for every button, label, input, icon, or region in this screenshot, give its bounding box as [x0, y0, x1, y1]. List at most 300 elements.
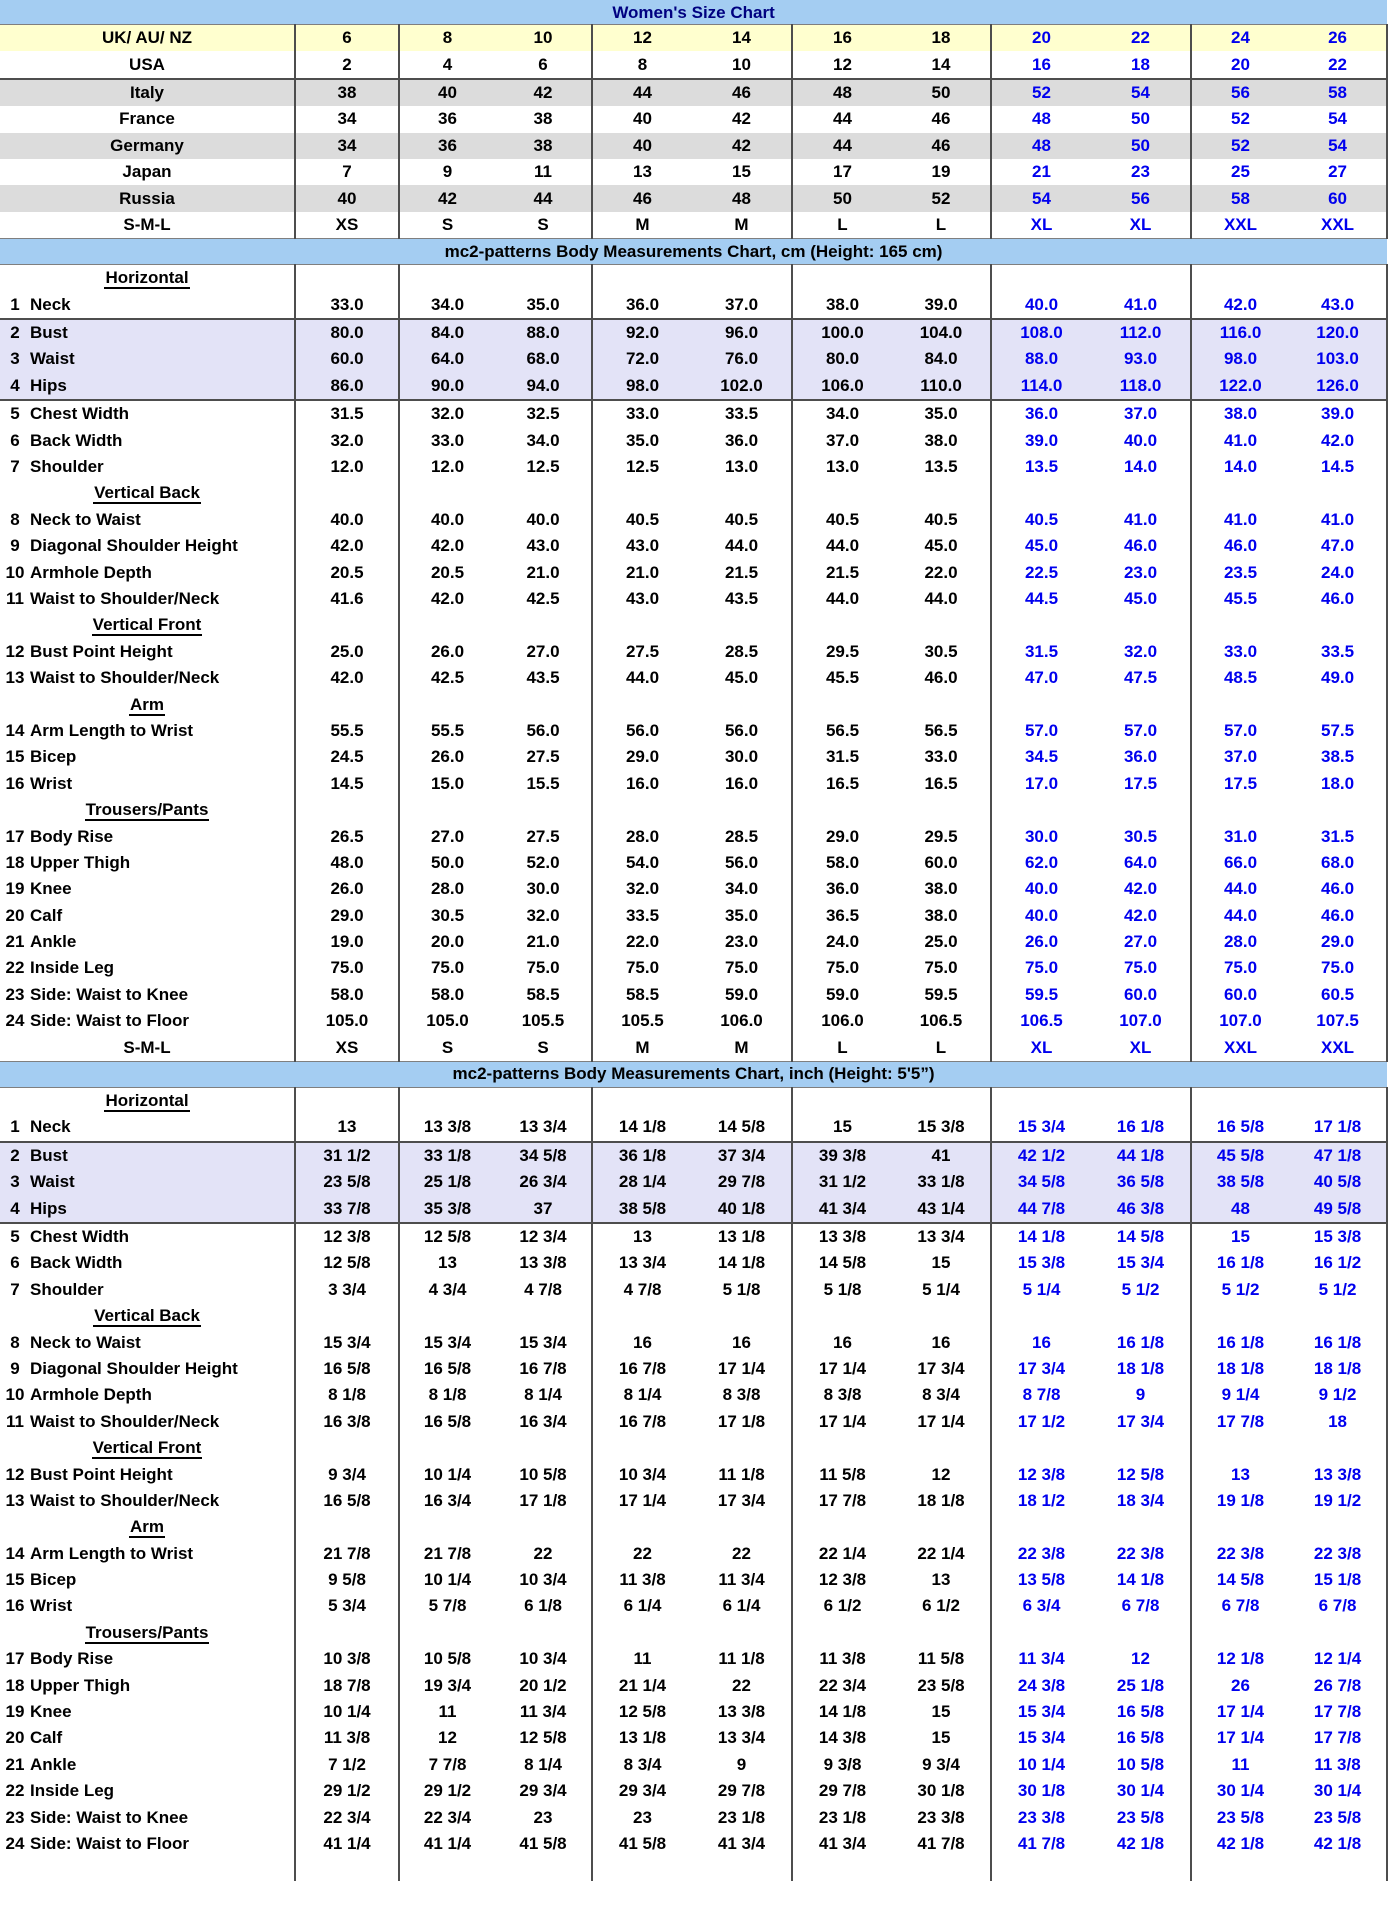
cell-value: 15.0 [399, 771, 495, 797]
cell-value: 75.0 [924, 958, 958, 978]
cell-value: 75.0 [724, 958, 759, 978]
row-name: Waist to Shoulder/Neck [30, 1490, 220, 1510]
cell-value: 8 [592, 51, 692, 78]
cell-value: M [592, 212, 692, 239]
row-label [0, 1195, 295, 1222]
cell-value: 60.5 [1289, 982, 1387, 1008]
cell-value: 21 7/8 [295, 1540, 399, 1566]
cell-value: 8 3/8 [792, 1382, 892, 1408]
cell-value: 41.0 [1289, 507, 1387, 533]
cell-value: 22 [1289, 51, 1387, 78]
cell-value: 34.0 [724, 879, 759, 899]
cell-value: 110.0 [892, 373, 991, 400]
cell-value: 6 1/8 [524, 1596, 562, 1616]
cell-value: 10 1/4 [399, 1461, 495, 1487]
cell-value: 56.0 [724, 852, 759, 872]
cell-value [295, 1435, 399, 1461]
row-name: Waist [30, 349, 75, 369]
cell-value: 31 1/2 [295, 1142, 399, 1169]
cell-value: 26.0 [295, 876, 399, 902]
cell-value: 10 5/8 [399, 1646, 495, 1672]
row-label [0, 1008, 295, 1034]
cell-value: 47.5 [1123, 668, 1158, 688]
cell-value: 48.5 [1191, 665, 1289, 691]
table-row [0, 744, 1387, 770]
cell-value [1191, 265, 1289, 292]
table-row [0, 982, 1387, 1008]
cell-value: 40.0 [295, 507, 399, 533]
cell-value: 27.0 [526, 641, 560, 661]
table-row [0, 1195, 1387, 1222]
cell-value: 18 1/8 [1289, 1356, 1387, 1382]
cell-value: 49.0 [1289, 665, 1387, 691]
page-title-row [0, 0, 1387, 25]
cell-value: 29 1/2 [399, 1778, 495, 1804]
cell-value: 36.5 [792, 903, 892, 929]
cell-value [991, 1435, 1091, 1461]
cell-value: 38 [295, 79, 399, 106]
row-label [0, 1223, 295, 1250]
cell-value: 39.0 [924, 294, 958, 314]
cell-value: 29.5 [792, 639, 892, 665]
cell-value: 38 [533, 109, 553, 129]
cell-value [692, 797, 792, 823]
cell-value: 17 1/4 [717, 1358, 766, 1378]
cell-value [399, 691, 495, 717]
row-name: Waist to Shoulder/Neck [30, 589, 220, 608]
cell-value: 44.0 [592, 665, 692, 691]
row-label [0, 427, 295, 453]
row-number: 20 [5, 1728, 25, 1748]
cell-value: S [537, 214, 549, 234]
table-row [0, 559, 1387, 585]
cell-value: 45.0 [991, 533, 1091, 559]
row-number: 22 [5, 1781, 25, 1801]
row-number: 24 [5, 1011, 25, 1031]
cell-value: 54 [1289, 106, 1387, 132]
cell-value: 5 1/2 [1121, 1279, 1160, 1299]
cell-value: 28.0 [592, 823, 692, 849]
cell-value: 16 7/8 [519, 1358, 567, 1378]
cell-value: 16 [592, 1329, 692, 1355]
cell-value [792, 265, 892, 292]
cell-value: 18 [1289, 1409, 1387, 1435]
row-label [0, 1672, 295, 1698]
cell-value: 6 [295, 25, 399, 52]
cell-value: 8 [399, 25, 495, 52]
cell-value: 16 1/2 [1289, 1250, 1387, 1276]
cell-value: 15 [931, 1702, 951, 1722]
cell-value: 55.5 [399, 718, 495, 744]
cell-value: 23 5/8 [1116, 1807, 1165, 1827]
table-row [0, 25, 1387, 52]
cell-value: 17.5 [1123, 773, 1158, 793]
cell-value: 44 [495, 185, 592, 211]
cell-value: 15 1/8 [1289, 1567, 1387, 1593]
cell-value: 7 [295, 159, 399, 185]
table-row [0, 1008, 1387, 1034]
cell-value: 43.0 [592, 586, 692, 612]
row-number: 23 [5, 1807, 25, 1827]
cell-value: 21.0 [592, 559, 692, 585]
cell-value: 21.0 [526, 932, 560, 952]
cell-value: 12 [792, 51, 892, 78]
cell-value: 25.0 [924, 932, 958, 952]
cell-value: 25 1/8 [1116, 1675, 1165, 1695]
cell-value: 19 [931, 162, 951, 182]
cell-value: 16 5/8 [295, 1488, 399, 1514]
cell-value [1191, 797, 1289, 823]
cell-value: 17 3/4 [717, 1490, 766, 1510]
cell-value: 107.5 [1289, 1008, 1387, 1034]
cell-value [1191, 1435, 1289, 1461]
cell-value: 16 3/4 [399, 1488, 495, 1514]
cell-value: 9 5/8 [295, 1567, 399, 1593]
cell-value: 37.0 [1191, 744, 1289, 770]
cell-value: 40 [592, 133, 692, 159]
row-name: Bust Point Height [30, 641, 173, 661]
cell-value: 15 3/4 [991, 1114, 1091, 1141]
section-label [0, 1435, 295, 1461]
cell-value: 28.5 [724, 826, 759, 846]
cell-value [792, 1514, 892, 1540]
cell-value: 75.0 [1191, 955, 1289, 981]
table-row [0, 1250, 1387, 1276]
row-number: 19 [5, 1702, 25, 1722]
cm-measurements-section [0, 265, 1387, 1062]
row-name: Bust [30, 1145, 68, 1165]
cell-value: 16.0 [592, 771, 692, 797]
cell-value [692, 1435, 792, 1461]
cell-value: 5 1/2 [1191, 1277, 1289, 1303]
cell-value: 14 1/8 [991, 1223, 1091, 1250]
cell-value: 36.0 [1123, 747, 1158, 767]
cell-value: 103.0 [1289, 346, 1387, 372]
row-number: 19 [5, 879, 25, 899]
cell-value: 27.5 [592, 639, 692, 665]
cell-value: 44 [592, 79, 692, 106]
cell-value: 14 5/8 [1091, 1223, 1191, 1250]
cell-value [495, 612, 592, 638]
row-name: Side: Waist to Knee [30, 1807, 189, 1827]
cell-value: 48 [991, 133, 1091, 159]
cell-value: 40.0 [991, 292, 1091, 319]
cell-value: 16 [792, 25, 892, 52]
cell-value [495, 1303, 592, 1329]
cell-value: 46 [892, 133, 991, 159]
cell-value: 105.5 [521, 1011, 565, 1031]
cell-value [1091, 612, 1191, 638]
cell-value: 11 1/8 [718, 1464, 765, 1484]
cell-value: 68.0 [495, 346, 592, 372]
cell-value [1289, 797, 1387, 823]
cell-value [295, 797, 399, 823]
cell-value: 42 [399, 185, 495, 211]
cell-value: 14.5 [1289, 454, 1387, 480]
cell-value: 13.5 [991, 454, 1091, 480]
cell-value [592, 1514, 692, 1540]
cell-value: 17 1/8 [519, 1490, 567, 1510]
cell-value: 8 3/4 [592, 1752, 692, 1778]
row-name: Side: Waist to Knee [30, 984, 189, 1004]
cell-value: 50 [892, 79, 991, 106]
cell-value: 48 [692, 185, 792, 211]
cell-value: 75.0 [399, 955, 495, 981]
cell-value [399, 612, 495, 638]
cell-value: 44.0 [1191, 903, 1289, 929]
cell-value: 44 [792, 133, 892, 159]
cell-value [991, 1087, 1091, 1114]
cell-value: 44.5 [991, 586, 1091, 612]
cell-value: 42 [495, 79, 592, 106]
section-label-text: Arm [129, 1517, 164, 1537]
cell-value: 22.5 [991, 559, 1091, 585]
cell-value: 16 7/8 [592, 1356, 692, 1382]
cell-value: 40.0 [991, 876, 1091, 902]
section-label [0, 265, 295, 292]
cell-value: 40.0 [526, 509, 560, 529]
cell-value: 122.0 [1191, 373, 1289, 400]
table-row [0, 1409, 1387, 1435]
cell-value: 20 [991, 25, 1091, 52]
table-row [0, 1034, 1387, 1061]
cell-value: 45.0 [924, 536, 958, 556]
cell-value: 11 3/4 [718, 1570, 765, 1590]
row-label: Japan [122, 162, 172, 182]
cell-value [991, 1620, 1091, 1646]
cell-value: 46.0 [1289, 903, 1387, 929]
cell-value [399, 1620, 495, 1646]
cell-value: 10 3/4 [519, 1649, 567, 1669]
cell-value: 75.0 [1123, 958, 1158, 978]
row-name: Calf [30, 1728, 63, 1748]
table-row [0, 1540, 1387, 1566]
cell-value [592, 1087, 692, 1114]
section-header-row [0, 1303, 1387, 1329]
cell-value: 31.0 [1191, 823, 1289, 849]
row-label [0, 586, 295, 612]
cell-value: 42 [732, 109, 751, 129]
row-label [0, 1409, 295, 1435]
cell-value: 20.5 [399, 559, 495, 585]
cell-value: 52 [1191, 106, 1289, 132]
cell-value: XXL [1289, 1034, 1387, 1061]
cell-value: 26 7/8 [1289, 1672, 1387, 1698]
row-number: 4 [10, 375, 20, 395]
table-row [0, 1567, 1387, 1593]
cell-value: 102.0 [692, 373, 792, 400]
cell-value: 8 1/4 [524, 1754, 562, 1774]
cell-value [592, 1303, 692, 1329]
row-label [0, 718, 295, 744]
cell-value [991, 1514, 1091, 1540]
table-row [0, 79, 1387, 106]
cell-value: 37 [495, 1195, 592, 1222]
cell-value: 80.0 [792, 346, 892, 372]
row-label [0, 1567, 295, 1593]
cell-value: 15 3/4 [991, 1725, 1091, 1751]
cell-value: 60 [1289, 185, 1387, 211]
cell-value: 7 7/8 [399, 1752, 495, 1778]
cell-value: 46.0 [1123, 536, 1158, 556]
cell-value: 20 1/2 [519, 1675, 567, 1695]
cell-value: 16 5/8 [1116, 1702, 1165, 1722]
row-number: 2 [10, 1145, 20, 1165]
cell-value: 38.0 [792, 292, 892, 319]
row-label [0, 1593, 295, 1619]
cell-value: 28.5 [724, 641, 759, 661]
cell-value: 11 [399, 1699, 495, 1725]
cell-value: 45 5/8 [1191, 1142, 1289, 1169]
row-name: Bust [30, 323, 68, 343]
cell-value: 17 1/4 [792, 1356, 892, 1382]
cell-value: 13 [931, 1570, 951, 1590]
cell-value: 84.0 [892, 346, 991, 372]
cell-value: XL [1129, 1037, 1152, 1057]
cell-value: 44.0 [1191, 876, 1289, 902]
cell-value: 38.0 [924, 430, 958, 450]
cell-value: 15 [1191, 1223, 1289, 1250]
cell-value [1191, 1620, 1289, 1646]
cell-value [1191, 691, 1289, 717]
row-number: 14 [5, 1543, 25, 1563]
cell-value: 98.0 [1191, 346, 1289, 372]
cell-value: 120.0 [1289, 319, 1387, 346]
cell-value: 3 3/4 [295, 1277, 399, 1303]
row-label [0, 1169, 295, 1195]
row-label [0, 1114, 295, 1141]
cell-value: 10 1/4 [991, 1752, 1091, 1778]
cell-value: 29.0 [295, 903, 399, 929]
cell-value: 26 [1191, 1672, 1289, 1698]
cell-value: 47.0 [1289, 533, 1387, 559]
cell-value: 42.0 [295, 665, 399, 691]
cell-value: 56.0 [724, 720, 759, 740]
cell-value: 4 [399, 51, 495, 78]
cell-value: 75.0 [991, 955, 1091, 981]
cell-value: 30 1/4 [1191, 1778, 1289, 1804]
cell-value: 21.0 [526, 562, 560, 582]
row-name: Hips [30, 1198, 67, 1218]
cell-value: 9 3/4 [295, 1461, 399, 1487]
cell-value: 32.0 [399, 400, 495, 427]
cell-value: 36 [399, 106, 495, 132]
cell-value: 46 3/8 [1091, 1195, 1191, 1222]
row-name: Inside Leg [30, 1781, 115, 1801]
cell-value: 23 5/8 [917, 1675, 965, 1695]
cell-value: 42.0 [399, 533, 495, 559]
cell-value: 23 5/8 [1191, 1804, 1289, 1830]
cell-value [592, 265, 692, 292]
cell-value [892, 797, 991, 823]
cell-value: 14 5/8 [717, 1117, 766, 1137]
cell-value: 6 [538, 54, 548, 74]
cell-value: 26.0 [399, 744, 495, 770]
cell-value: 31.5 [1289, 823, 1387, 849]
cell-value [399, 1303, 495, 1329]
row-name: Side: Waist to Floor [30, 1833, 189, 1853]
table-row [0, 850, 1387, 876]
table-row [0, 133, 1387, 159]
cell-value: 30 1/4 [1289, 1778, 1387, 1804]
cell-value [1091, 480, 1191, 506]
cell-value: 13.0 [792, 454, 892, 480]
row-label: UK/ AU/ NZ [0, 25, 295, 52]
cell-value: M [734, 1037, 749, 1057]
cell-value: 37.0 [792, 427, 892, 453]
cell-value [792, 1087, 892, 1114]
cell-value: 42.0 [1289, 427, 1387, 453]
cell-value: 58 [1289, 79, 1387, 106]
cell-value: 16 7/8 [592, 1409, 692, 1435]
cell-value: 31.5 [991, 639, 1091, 665]
cell-value: 11 3/8 [592, 1567, 692, 1593]
cell-value: 15 3/8 [917, 1117, 965, 1137]
cell-value: 56.5 [924, 720, 958, 740]
empty-stub-row [0, 1857, 1387, 1881]
section-label-text: Arm [129, 694, 164, 714]
cell-value: 23.5 [1191, 559, 1289, 585]
cell-value: 24.5 [295, 744, 399, 770]
cell-value: 24 [1191, 25, 1289, 52]
section-header-row [0, 265, 1387, 292]
table-row [0, 1114, 1387, 1141]
cell-value: 29.5 [924, 826, 958, 846]
cell-value [1091, 1435, 1191, 1461]
cell-value: 31 1/2 [792, 1169, 892, 1195]
row-name: Wrist [30, 1596, 73, 1616]
cell-value: 23 [533, 1807, 553, 1827]
cell-value [495, 1087, 592, 1114]
cell-value: 23 3/8 [917, 1807, 965, 1827]
cell-value: 22 [592, 1540, 692, 1566]
cell-value: 40 [399, 79, 495, 106]
cell-value: 13 [1191, 1461, 1289, 1487]
cell-value [692, 1514, 792, 1540]
cell-value: 36.0 [592, 292, 692, 319]
cell-value: 41 7/8 [991, 1831, 1091, 1857]
cell-value [495, 797, 592, 823]
row-name: Chest Width [30, 404, 130, 424]
row-number: 12 [5, 641, 25, 661]
section-label-text: Horizontal [105, 1091, 189, 1111]
cell-value: 45.5 [792, 665, 892, 691]
cell-value [592, 691, 692, 717]
cell-value [1091, 1087, 1191, 1114]
row-name: Armhole Depth [30, 562, 152, 582]
row-number: 7 [10, 1279, 20, 1299]
cell-value [792, 691, 892, 717]
row-number: 10 [5, 562, 25, 582]
cell-value [1191, 1087, 1289, 1114]
cell-value: 57.0 [991, 718, 1091, 744]
row-number: 16 [5, 773, 25, 793]
cell-value: 39.0 [1289, 400, 1387, 427]
section-label [0, 1303, 295, 1329]
cell-value: 15 [931, 1253, 951, 1273]
cell-value: 22 1/4 [917, 1543, 965, 1563]
cell-value: 58.0 [295, 982, 399, 1008]
cell-value: 21 [991, 159, 1091, 185]
cell-value: 27.0 [399, 823, 495, 849]
row-label: S-M-L [123, 214, 171, 234]
cell-value: 42 1/8 [1191, 1831, 1289, 1857]
cell-value: 26.0 [991, 929, 1091, 955]
table-row [0, 533, 1387, 559]
table-row [0, 1672, 1387, 1698]
row-label [0, 319, 295, 346]
row-number: 2 [10, 323, 20, 343]
